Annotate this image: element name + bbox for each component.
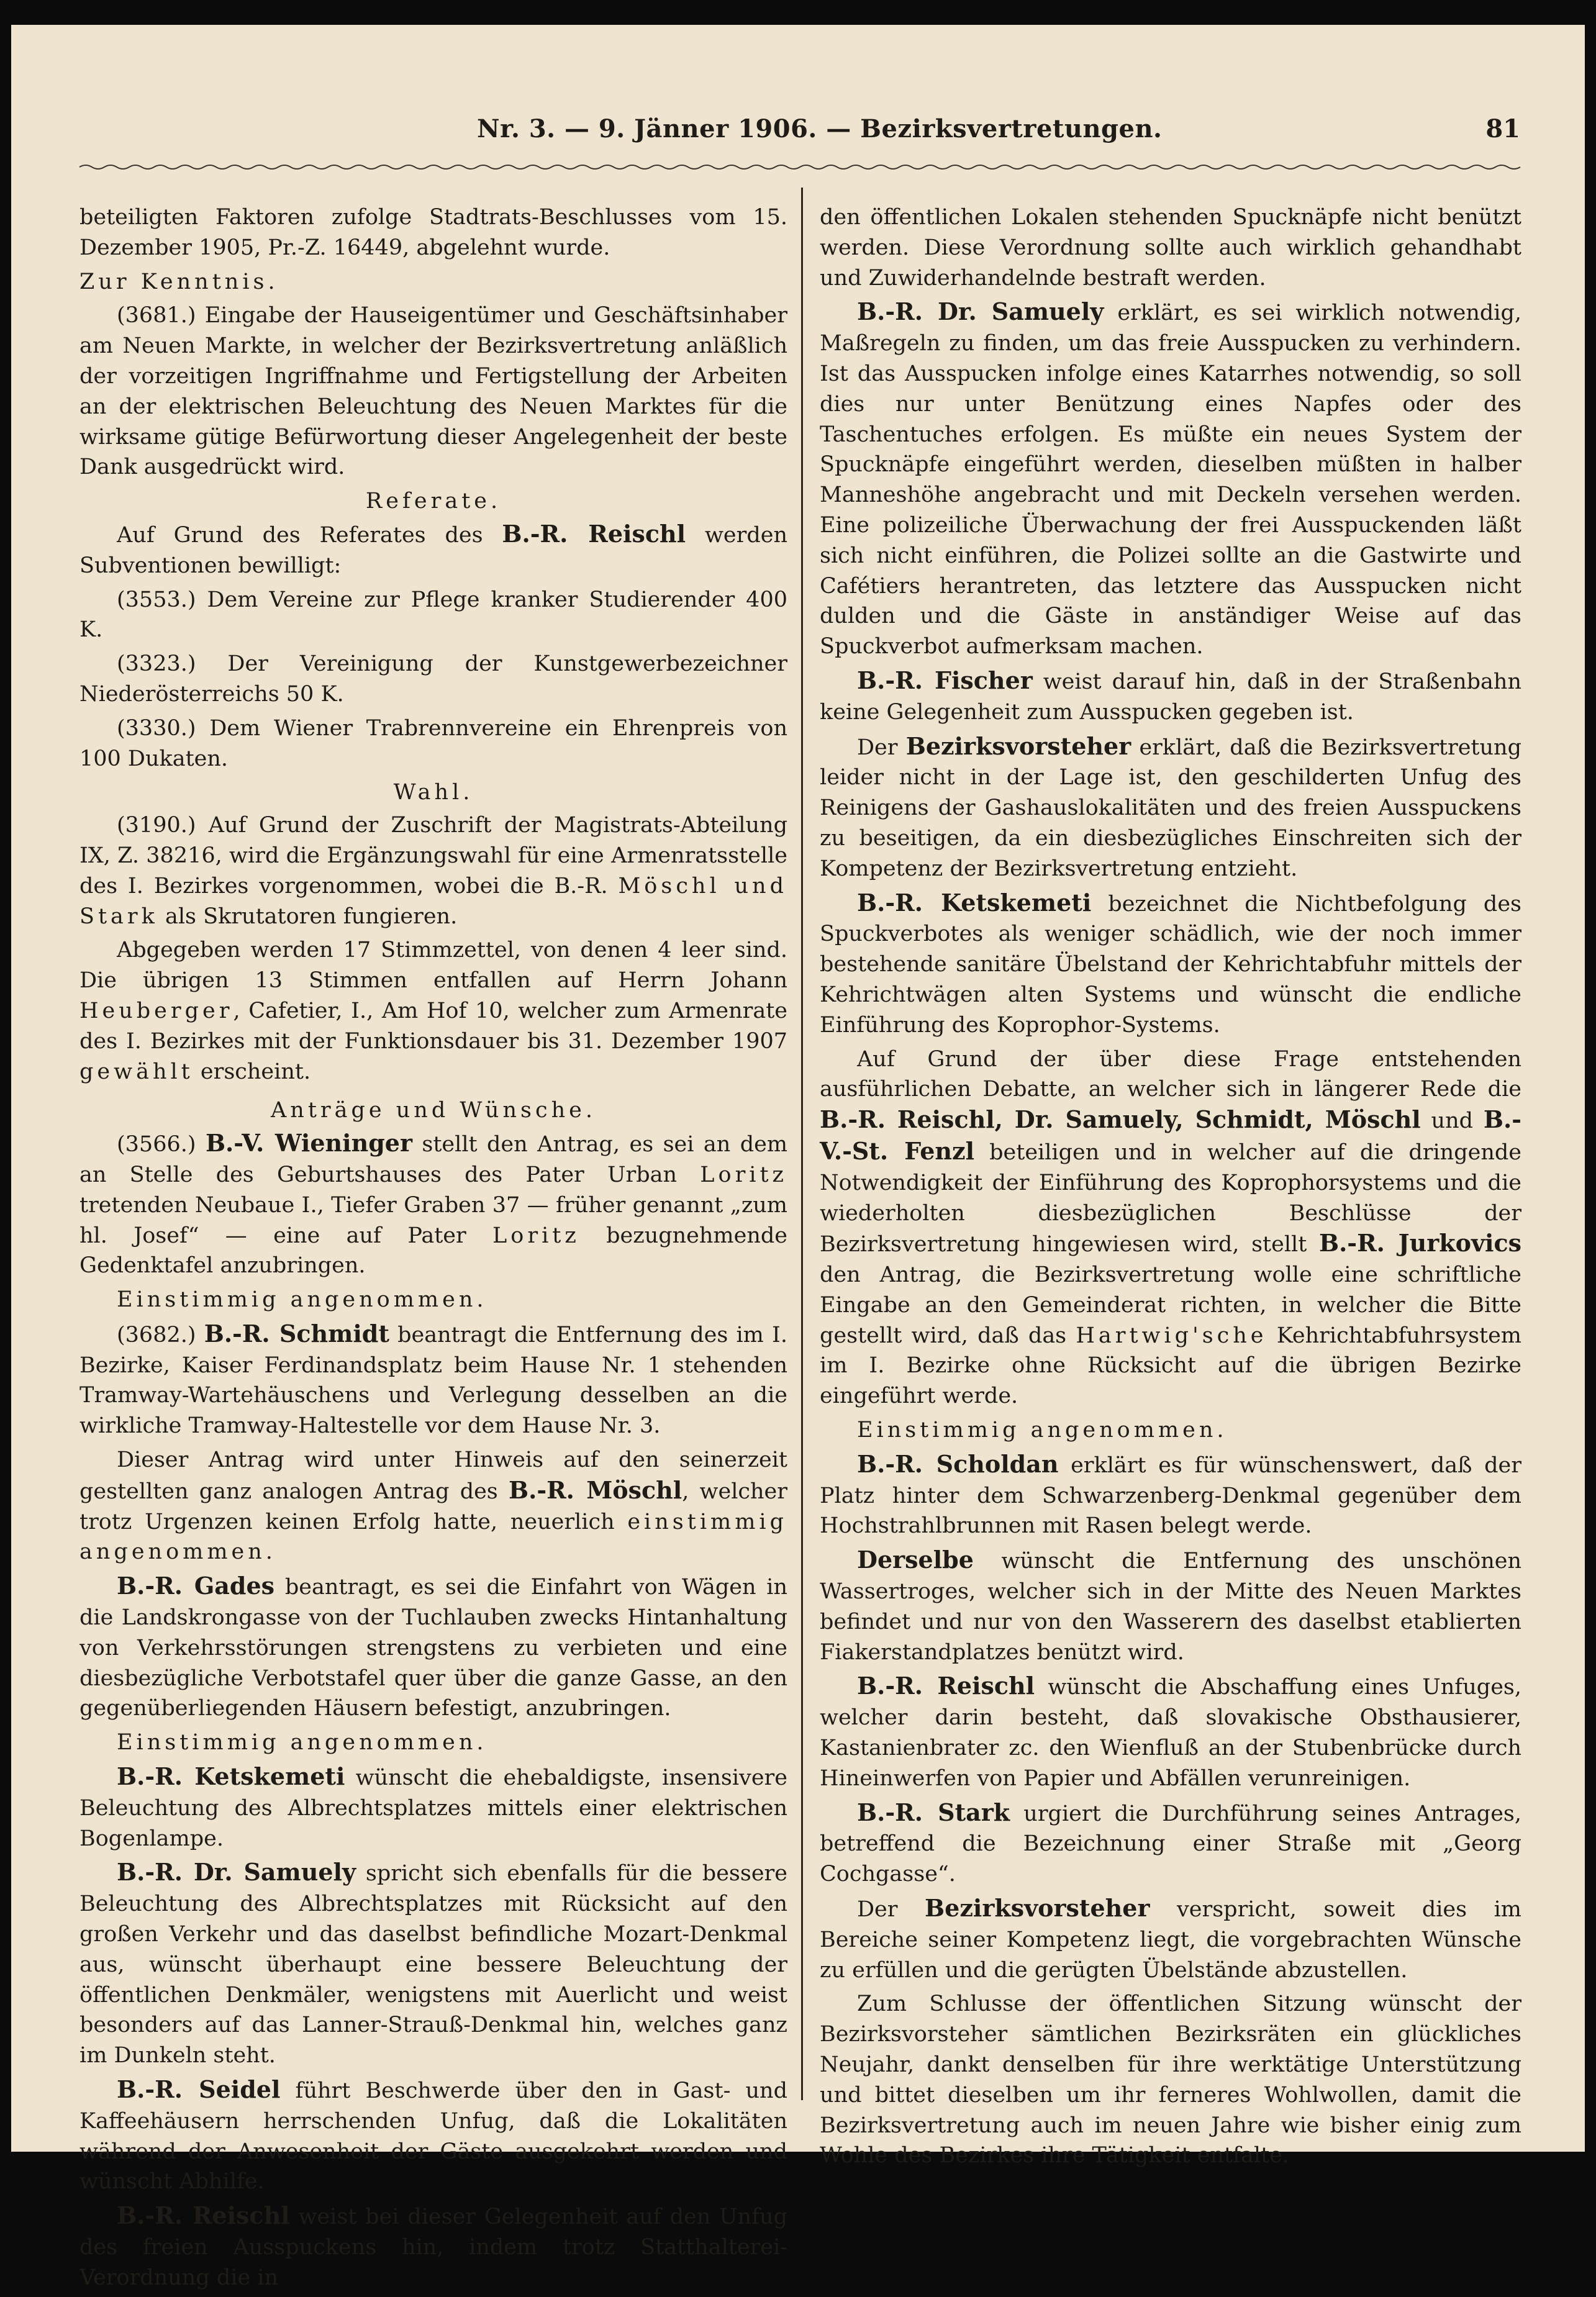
speaker-name: B.-R. Möschl — [508, 1475, 682, 1504]
paragraph-samuely — [79, 1857, 787, 2071]
speaker-name: B.-R. Seidel — [117, 2075, 281, 2104]
text: beantragt, es sei die Einfahrt von Wägen in die Landskrongasse von der Tuchlauben zwecks Hintanhaltung von Verkehrsstörungen strengstens zu verbieten und eine diesbezügliche Verbotstafel quer über die ganze Gasse, an den gegenüberliegenden Häusern befestigt, anzubringen. — [79, 1575, 788, 1721]
text: wünscht die Entfernung des unschönen Wassertroges, welcher sich in der Mitte des Neuen Marktes befindet und nur von den Wasserern des daselbst etablierten Fiakerstandplatzes benützt wird. — [820, 1549, 1521, 1665]
text: bezeichnet die Nichtbefolgung des Spuckverbotes als weniger schädlich, wie der noch immer bestehende sanitäre Übelstand der Kehrichtabfuhr mittels der Kehrichtwägen alten Systems und wünscht die endliche Einführung des Koprophor-Systems. — [820, 891, 1521, 1038]
text: Abgegeben werden 17 Stimmzettel, von denen 4 leer sind. Die übrigen 13 Stimmen entfallen auf Herrn Johann — [79, 938, 787, 994]
speaker-name: B.-V.-St. Fenzl — [820, 1105, 1521, 1165]
text: , Cafetier, I., Am Hof 10, welcher zum Armenrate des I. Bezirkes mit der Funktionsdauer bis 31. Dezember 1907 — [79, 998, 787, 1054]
paragraph-ketskemeti — [820, 888, 1521, 1041]
spaced-words: einstimmig angenommen — [79, 1509, 787, 1565]
paragraph-dieser-antrag — [79, 1445, 787, 1567]
text: Kehrichtabfuhrsystem im I. Bezirke ohne Rücksicht auf die übrigen Bezirke eingeführt werde. — [820, 1323, 1521, 1409]
text: den Antrag, die Bezirksvertretung wolle eine schriftliche Eingabe an den Gemeinderat richten, in welcher die Bitte gestellt wird, daß das — [820, 1262, 1521, 1348]
spaced-name: Hartwig'sche — [1076, 1323, 1267, 1348]
paragraph-stark — [820, 1798, 1521, 1890]
paragraph-schluss: Zum Schlusse der öffentlichen Sitzung wünscht der Bezirksvorsteher sämtlichen Bezirksräten ein glückliches Neujahr, dankt denselben für ihre werktätige Unterstützung und bittet dieselben um ihr ferneres Wohlwollen, damit die Bezirksvertretung auch im neuen Jahre wie bisher einig zum Wohle des Bezirkes ihre Tätigkeit entfalte. — [820, 1991, 1521, 2168]
result-unanimous: Einstimmig angenommen. — [117, 1730, 487, 1756]
speaker-name: B.-R. Reischl — [117, 2201, 290, 2230]
section-heading-zur-kenntnis: Zur Kenntnis. — [79, 269, 279, 294]
speaker-name: B.-R. Jurkovics — [1318, 1229, 1521, 1257]
paragraph-abgegeben — [79, 935, 787, 1087]
wavy-rule — [79, 163, 1520, 171]
section-heading-antraege: Anträge und Wünsche. — [271, 1098, 596, 1123]
paragraph-3190 — [79, 810, 787, 931]
text: als Skrutatoren fungieren. — [158, 904, 458, 929]
text: (3682.) — [117, 1322, 204, 1348]
speaker-name: B.-R. Stark — [857, 1798, 1010, 1826]
paragraph-bezirksvorsteher-2 — [820, 1893, 1521, 1985]
text: . — [265, 1539, 273, 1565]
text: beantragt die Entfernung des im I. Bezirke, Kaiser Ferdinandsplatz beim Hause Nr. 1 stehenden Tramway-Wartehäuschens und Verlegung desselben an die wirkliche Tramway-Haltestelle vor dem Hause Nr. 3. — [79, 1322, 787, 1439]
text: stellt den Antrag, es sei an dem an Stelle des Geburtshauses des Pater Urban — [79, 1132, 788, 1187]
text: , welcher trotz Urgenzen keinen Erfolg hatte, neuerlich — [79, 1479, 787, 1534]
text: erscheint. — [193, 1059, 311, 1084]
text: urgiert die Durchführung seines Antrages, betreffend die Bezeichnung einer Straße mit „Georg Cochgasse“. — [820, 1801, 1522, 1887]
speaker-name: B.-R. Dr. Samuely — [857, 297, 1104, 326]
text: spricht sich ebenfalls für die bessere Beleuchtung des Albrechtsplatzes mit Rücksicht auf den großen Verkehr und das daselbst befindliche Mozart-Denkmal aus, wünscht überhaupt eine bessere Beleuchtung der öffentlichen Denkmäler, wenigstens mit Auerlicht und weist besonders auf das Lanner-Strauß-Denkmal hin, welches ganz im Dunkeln steht. — [79, 1861, 787, 2068]
paragraph-scholdan — [820, 1449, 1521, 1541]
text: und — [1420, 1108, 1484, 1134]
paragraph-3330: (3330.) Dem Wiener Trabrennvereine ein Ehrenpreis von 100 Dukaten. — [79, 715, 787, 771]
result-unanimous: Einstimmig angenommen. — [857, 1418, 1228, 1443]
speaker-name: B.-R. Ketskemeti — [117, 1762, 345, 1791]
text: Auf Grund des Referates des — [117, 522, 502, 548]
text: Der — [857, 1897, 925, 1923]
page-header — [79, 112, 1520, 155]
spaced-word: gewählt — [79, 1059, 194, 1084]
running-head: Nr. 3. — 9. Jänner 1906. — Bezirksvertretungen. — [477, 114, 1163, 143]
paragraph-3681: (3681.) Eingabe der Hauseigentümer und Geschäftsinhaber am Neuen Markte, in welcher der Bezirksvertretung anläßlich der vorzeitigen Ingriffnahme und Fertigstellung der Arbeiten an der elektrischen Beleuchtung des Neuen Marktes für die wirksame gütige Befürwortung dieser Angelegenheit der beste Dank ausgedrückt wird. — [79, 303, 787, 480]
paragraph-seidel — [79, 2075, 787, 2197]
text: werden Subventionen bewilligt: — [79, 522, 788, 578]
text: (3190.) Auf Grund der Zuschrift der Magistrats-Abteilung IX, Z. 38216, wird die Ergänzungswahl für eine Armenratsstelle des I. Bezirkes vorgenommen, wobei die B.-R. — [79, 813, 787, 899]
paragraph-referate-intro — [79, 519, 787, 581]
paragraph-reischl — [820, 1671, 1521, 1793]
text: Auf Grund der über diese Frage entstehenden ausführlichen Debatte, an welcher sich in längerer Rede die — [820, 1046, 1521, 1102]
speaker-name: B.-R. Ketskemeti — [857, 888, 1092, 917]
speaker-name: Bezirksvorsteher — [905, 732, 1131, 760]
speaker-name: B.-R. Gades — [117, 1572, 275, 1600]
text: wünscht die Abschaffung eines Unfuges, welcher darin besteht, daß slovakische Obsthausierer, Kastanienbrater zc. den Wienfluß an der Stubenbrücke durch Hineinwerfen von Papier und Abfällen verunreinigen. — [820, 1675, 1521, 1791]
text: führt Beschwerde über den in Gast- und Kaffeehäusern herrschenden Unfug, daß die Lokalitäten während der Anwesenheit der Gäste ausgekehrt werden und wünscht Abhilfe. — [79, 2078, 787, 2195]
text: weist darauf hin, daß in der Straßenbahn keine Gelegenheit zum Ausspucken gegeben ist. — [820, 669, 1521, 725]
text: weist bei dieser Gelegenheit auf den Unfug des freien Ausspuckens hin, indem trotz Statthalterei-Verordnung die in — [79, 2204, 787, 2290]
speaker-name: B.-V. Wieninger — [205, 1129, 412, 1158]
page-number: 81 — [1485, 114, 1520, 143]
paragraph-derselbe — [820, 1545, 1521, 1667]
speaker-name: B.-R. Dr. Samuely — [117, 1858, 356, 1887]
right-column — [820, 202, 1521, 2175]
text: wünscht die ehebaldigste, insensivere Beleuchtung des Albrechtsplatzes mittels einer elektrischen Bogenlampe. — [79, 1765, 787, 1851]
text: erklärt, es sei wirklich notwendig, Maßregeln zu finden, um das freie Ausspucken zu verhindern. Ist das Ausspucken infolge eines Katarrhes notwendig, so soll dies nur unter Benützung eines Napfes oder des Taschentuches erfolgen. Es müßte ein neues System der Spucknäpfe eingeführt werden, dieselben müßten in halber Manneshöhe angebracht und mit Deckeln versehen werden. Eine polizeiliche Überwachung der frei Ausspuckenden läßt sich nicht einführen, die Polizei sollte an die Gastwirte und Cafétiers herantreten, das letztere das Ausspucken nicht dulden und die Gäste in anständiger Weise auf das Spuckverbot aufmerksam machen. — [820, 301, 1521, 659]
speaker-name: B.-R. Schmidt — [204, 1319, 389, 1348]
speaker-names: B.-R. Reischl, Dr. Samuely, Schmidt, Möschl — [820, 1105, 1421, 1134]
paragraph-reischl — [79, 2201, 787, 2293]
paragraph-ketskemeti — [79, 1762, 787, 1854]
speaker-name: B.-R. Reischl — [857, 1672, 1035, 1700]
paragraph-continued: den öffentlichen Lokalen stehenden Spucknäpfe nicht benützt werden. Diese Verordnung sollte auch wirklich gehandhabt und Zuwiderhandelnde bestraft werden. — [820, 205, 1521, 291]
paragraph-gades — [79, 1571, 787, 1724]
text: (3566.) — [117, 1132, 206, 1158]
text: verspricht, soweit dies im Bereiche seiner Kompetenz liegt, die vorgebrachten Wünsche zu erfüllen und die gerügten Übelstände abzustellen. — [820, 1897, 1521, 1983]
spaced-name: Heuberger — [79, 998, 234, 1023]
paragraph-samuely — [820, 297, 1521, 662]
left-column — [79, 202, 787, 2297]
paragraph-3553: (3553.) Dem Vereine zur Pflege kranker Studierender 400 K. — [79, 587, 787, 643]
result-unanimous: Einstimmig angenommen. — [117, 1287, 487, 1313]
speaker-name: B.-R. Fischer — [857, 666, 1033, 694]
spaced-names: Möschl und Stark — [79, 873, 787, 929]
paragraph-3566 — [79, 1128, 787, 1281]
newspaper-page — [11, 25, 1585, 2290]
section-heading-wahl: Wahl. — [393, 780, 474, 805]
text: erklärt, daß die Bezirksvertretung leider nicht in der Lage ist, den geschilderten Unfug des Reinigens der Gashauslokalitäten und des freien Ausspuckens zu beseitigen, da ein diesbezügliches Einschreiten sich der Kompetenz der Bezirksvertretung entzieht. — [820, 735, 1521, 881]
column-divider — [801, 188, 803, 2100]
text: erklärt es für wünschenswert, daß der Platz hinter dem Schwarzenberg-Denkmal gegenüber dem Hochstrahlbrunnen mit Rasen belegt werde. — [820, 1452, 1522, 1539]
text: tretenden Neubaue I., Tiefer Graben 37 — früher genannt „zum hl. Josef“ — eine auf Pater — [79, 1192, 787, 1248]
paragraph-3682 — [79, 1319, 787, 1441]
speaker-name: Derselbe — [857, 1546, 974, 1574]
text: Dieser Antrag wird unter Hinweis auf den seinerzeit gestellten ganz analogen Antrag des — [79, 1448, 787, 1504]
text: bezugnehmende Gedenktafel anzubringen. — [79, 1223, 787, 1279]
paragraph-fischer — [820, 666, 1521, 728]
speaker-name: B.-R. Scholdan — [857, 1449, 1059, 1478]
speaker-name: B.-R. Reischl — [502, 519, 686, 548]
paragraph-3323: (3323.) Der Vereinigung der Kunstgewerbezeichner Niederösterreichs 50 K. — [79, 651, 787, 707]
text: Der — [857, 735, 906, 760]
paragraph-debatte — [820, 1044, 1521, 1412]
paragraph-continued: beteiligten Faktoren zufolge Stadtrats-Beschlusses vom 15. Dezember 1905, Pr.-Z. 16449, abgelehnt wurde. — [79, 205, 787, 260]
paragraph-bezirksvorsteher — [820, 732, 1521, 884]
spaced-name: Loritz — [492, 1223, 580, 1248]
speaker-name: Bezirksvorsteher — [925, 1894, 1150, 1923]
text: beteiligen und in welcher auf die dringende Notwendigkeit der Einführung des Koprophorsystems und die wiederholten diesbezüglichen Beschlüsse der Bezirksvertretung hingewiesen wird, stellt — [820, 1139, 1522, 1257]
section-heading-referate: Referate. — [365, 489, 502, 514]
spaced-name: Loritz — [700, 1162, 787, 1187]
